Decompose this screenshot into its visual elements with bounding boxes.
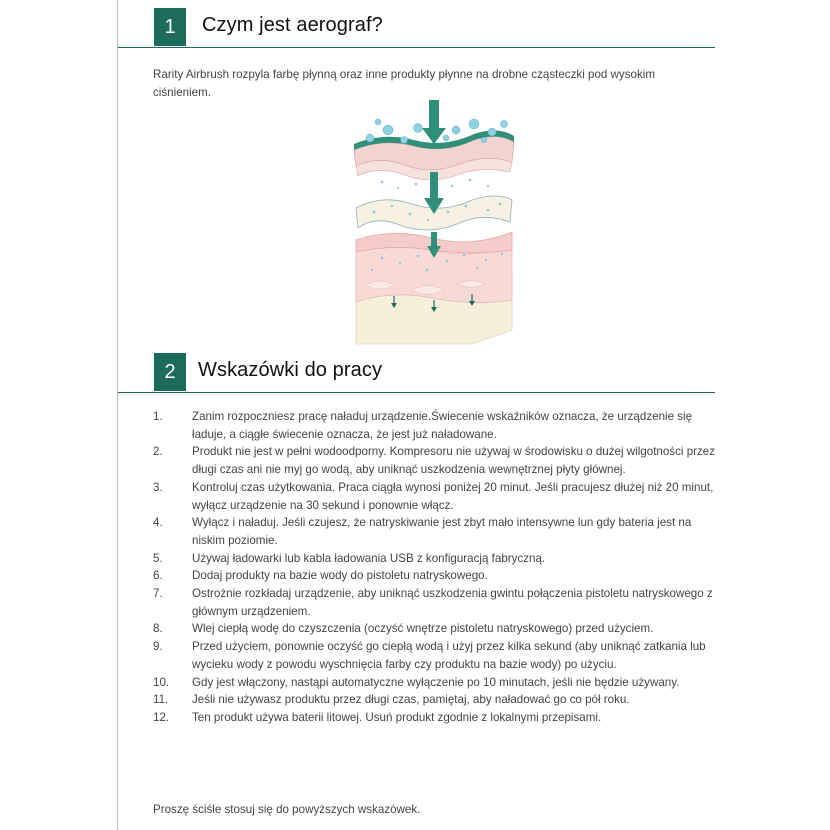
list-item-number: 9. bbox=[153, 640, 163, 654]
list-item-text: Kontroluj czas użytkowania. Praca ciągła wynosi poniżej 20 minut. Jeśli pracujesz dłużej niż 20 minut, wyłącz urządzenie na 30 sekund i ponownie włącz. bbox=[192, 480, 714, 512]
list-item-number: 12. bbox=[153, 710, 170, 724]
list-item bbox=[153, 709, 723, 727]
airbrush-skin-illustration bbox=[352, 100, 516, 345]
list-item-text: Przed użyciem, ponownie oczyść go ciepłą wodą i użyj przez kilka sekund (aby uniknąć zatkania lub wycieku wody z powodu wyschnięcia farby czy produktu na bazie wody) po użyciu. bbox=[192, 640, 706, 671]
list-item-number: 8. bbox=[153, 622, 163, 636]
list-item bbox=[153, 567, 723, 585]
list-item-text: Ten produkt używa baterii litowej. Usuń produkt zgodnie z lokalnymi przepisami. bbox=[192, 710, 602, 724]
list-item bbox=[153, 550, 723, 568]
list-item-number: 4. bbox=[153, 516, 163, 530]
list-item bbox=[153, 620, 723, 638]
list-item-number: 11. bbox=[153, 693, 169, 707]
list-item-text: Zanim rozpoczniesz pracę naładuj urządzenie.Świecenie wskaźników oznacza, że urządzenie się ładuje, a ciągłe świecenie oznacza, że jest już naładowane. bbox=[192, 410, 693, 441]
list-item-text: Produkt nie jest w pełni wodoodporny. Kompresoru nie używaj w środowisku o dużej wilgotności przez długi czas ani nie myj go wodą, aby uniknąć uszkodzenia wewnętrznej płyty głównej. bbox=[192, 445, 716, 477]
list-item bbox=[153, 691, 723, 709]
list-item bbox=[153, 585, 723, 620]
list-item-number: 2. bbox=[153, 445, 163, 459]
section-2-title: Wskazówki do pracy bbox=[198, 359, 383, 381]
section-1-number: 1 bbox=[154, 8, 186, 46]
section-2-rule bbox=[118, 392, 715, 394]
list-item-number: 6. bbox=[153, 569, 163, 583]
section-2-header bbox=[118, 353, 715, 393]
list-item-text: Wyłącz i naładuj. Jeśli czujesz, że natryskiwanie jest zbyt mało intensywne lun gdy bateria jest na niskim poziomie. bbox=[192, 516, 692, 547]
list-item-text: Ostrożnie rozkładaj urządzenie, aby uniknąć uszkodzenia gwintu połączenia pistoletu natryskowego z głównym urządzeniem. bbox=[192, 587, 713, 618]
list-item-number: 5. bbox=[153, 551, 163, 565]
section-1-title: Czym jest aerograf? bbox=[202, 14, 383, 36]
list-item-number: 3. bbox=[153, 480, 163, 494]
list-item bbox=[153, 514, 723, 549]
section-1-header bbox=[118, 8, 715, 48]
list-item-text: Wlej ciepłą wodę do czyszczenia (oczyść wnętrze pistoletu natryskowego) przed użyciem. bbox=[192, 622, 654, 636]
list-item bbox=[153, 638, 723, 673]
list-item bbox=[153, 408, 723, 443]
list-item-text: Dodaj produkty na bazie wody do pistoletu natryskowego. bbox=[192, 569, 488, 583]
list-item bbox=[153, 479, 723, 514]
section-2-number: 2 bbox=[154, 353, 186, 391]
closing-note: Proszę ściśle stosuj się do powyższych wskazówek. bbox=[153, 803, 421, 816]
list-item-number: 7. bbox=[153, 587, 163, 601]
list-item-number: 10. bbox=[153, 675, 170, 689]
list-item bbox=[153, 674, 723, 692]
intro-paragraph: Rarity Airbrush rozpyla farbę płynną oraz inne produkty płynne na drobne cząsteczki pod wysokim ciśnieniem. bbox=[153, 68, 656, 99]
list-item-text: Jeśli nie używasz produktu przez długi czas, pamiętaj, aby naładować go co pół roku. bbox=[192, 693, 630, 707]
list-item-text: Gdy jest włączony, nastąpi automatyczne wyłączenie po 10 minutach, jeśli nie będzie używany. bbox=[192, 675, 680, 689]
page-left-border bbox=[117, 0, 118, 830]
list-item-text: Używaj ładowarki lub kabla ładowania USB z konfiguracją fabryczną. bbox=[192, 551, 546, 565]
list-item-number: 1. bbox=[153, 410, 163, 423]
instructions-list bbox=[153, 408, 723, 727]
list-item bbox=[153, 443, 723, 478]
section-1-rule bbox=[118, 47, 715, 49]
